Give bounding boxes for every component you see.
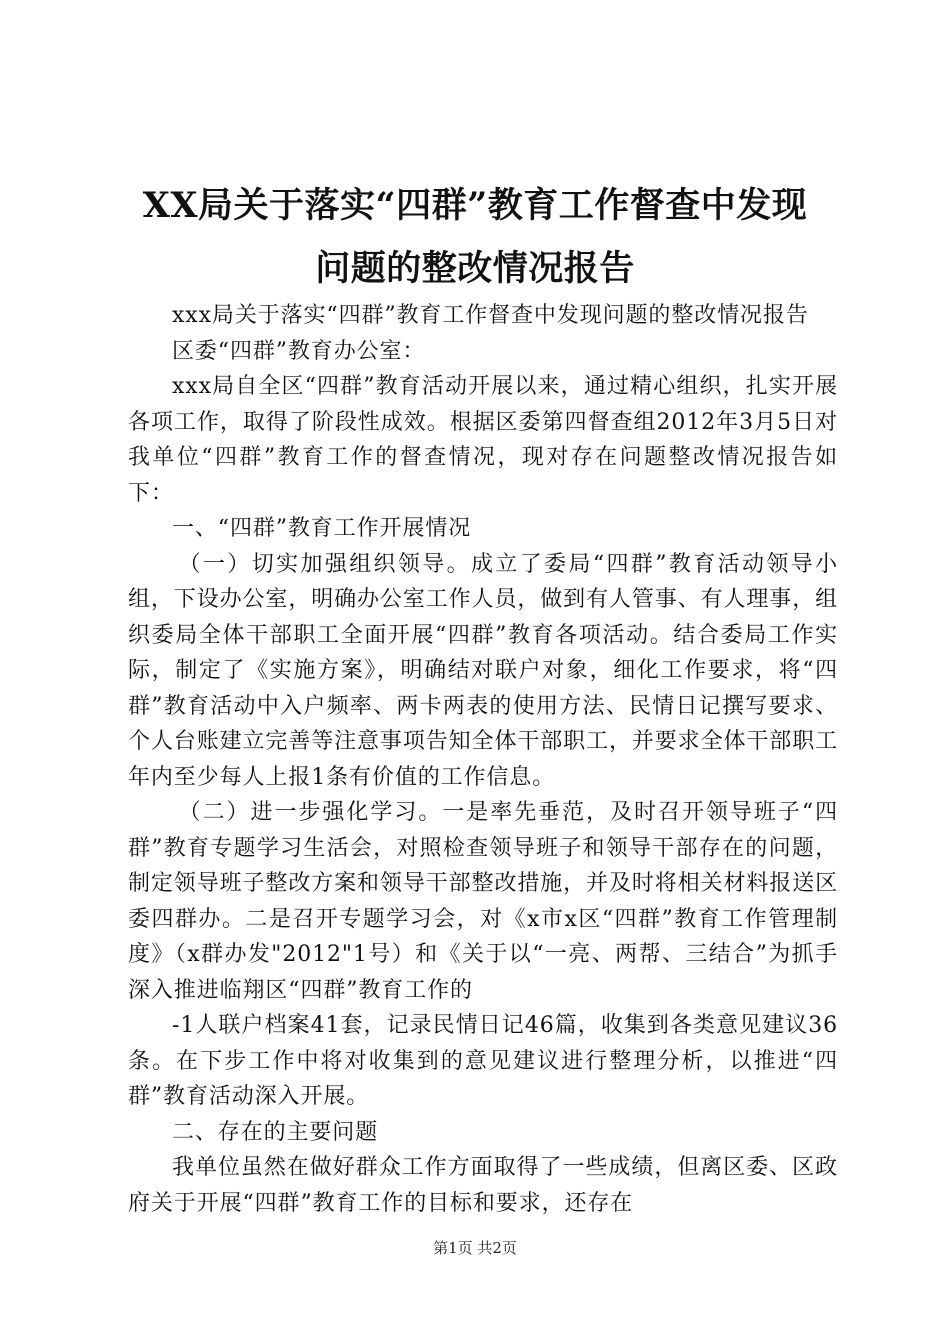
paragraph-organization: （一）切实加强组织领导。成立了委局“四群”教育活动领导小组，下设办公室，明确办公室工作人员，做到有人管事、有人理事，组织委局全体干部职工全面开展“四群”教育各项活动。结合委局工作实际，制定了《实施方案》，明确结对联户对象，细化工作要求，将“四群”教育活动中入户频率、两卡两表的使用方法、民情日记撰写要求、个人台账建立完善等注意事项告知全体干部职工，并要求全体干部职工年内至少每人上报1条有价值的工作信息。 [128,551,838,790]
page-number-footer: 第1页 共2页 [433,1239,517,1257]
document-body [128,298,838,1221]
document-title-line-1: XX局关于落实“四群”教育工作督查中发现 [142,185,808,226]
paragraph-problems: 我单位虽然在做好群众工作方面取得了一些成绩，但离区委、区政府关于开展“四群”教育工作的目标和要求，还存在 [128,1155,838,1216]
paragraph-addressee: 区委“四群”教育办公室： [172,338,426,364]
paragraph-intro: xxx局自全区“四群”教育活动开展以来，通过精心组织，扎实开展各项工作，取得了阶段性成效。根据区委第四督查组2012年3月5日对我单位“四群”教育工作的督查情况，现对存在问题整改情况报告如下： [128,374,838,506]
paragraph-heading-repeat: xxx局关于落实“四群”教育工作督查中发现问题的整改情况报告 [172,303,809,328]
document-title-line-2: 问题的整改情况报告 [315,248,635,289]
section-heading-2: 二、存在的主要问题 [172,1119,379,1145]
section-heading-1: 一、“四群”教育工作开展情况 [172,516,472,541]
paragraph-records: -1人联户档案41套，记录民情日记46篇，收集到各类意见建议36条。在下步工作中将对收集到的意见建议进行整理分析，以推进“四群”教育活动深入开展。 [128,1013,838,1109]
paragraph-study: （二）进一步强化学习。一是率先垂范，及时召开领导班子“四群”教育专题学习生活会，对照检查领导班子和领导干部存在的问题，制定领导班子整改方案和领导干部整改措施，并及时将相关材料报送区委四群办。二是召开专题学习会，对《x市x区“四群”教育工作管理制度》（x群办发"2012"1号）和《关于以“一亮、两帮、三结合”为抓手深入推进临翔区“四群”教育工作的 [128,800,838,1003]
